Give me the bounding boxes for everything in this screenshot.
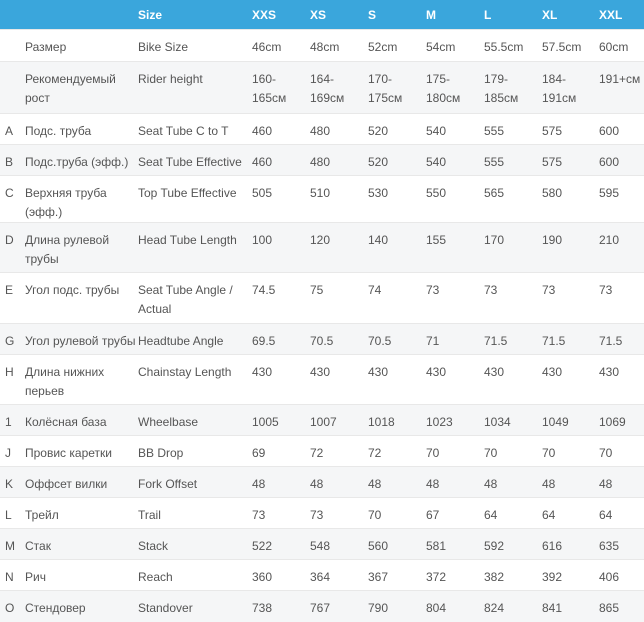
cell-l: 71.5 xyxy=(484,324,542,355)
cell-s: 520 xyxy=(368,114,426,145)
cell-xs: 48 xyxy=(310,467,368,498)
cell-l: 565 xyxy=(484,176,542,223)
cell-xxs: 74.5 xyxy=(252,273,310,324)
cell-s: 1018 xyxy=(368,405,426,436)
cell-xs: 1007 xyxy=(310,405,368,436)
row-label-ru: Верхняя труба (эфф.) xyxy=(25,176,138,223)
row-label-en: Top Tube Effective xyxy=(138,176,252,223)
cell-xl: 430 xyxy=(542,355,599,405)
cell-s: 790 xyxy=(368,591,426,622)
row-letter: J xyxy=(0,436,25,467)
cell-m: 430 xyxy=(426,355,484,405)
table-row xyxy=(0,273,644,324)
row-letter: A xyxy=(0,114,25,145)
row-letter: D xyxy=(0,223,25,273)
cell-l: 70 xyxy=(484,436,542,467)
cell-xl: 184-191см xyxy=(542,62,599,114)
cell-xxl: 191+см xyxy=(599,62,644,114)
cell-xl: 616 xyxy=(542,529,599,560)
cell-l: 430 xyxy=(484,355,542,405)
cell-xxs: 430 xyxy=(252,355,310,405)
cell-xxl: 600 xyxy=(599,145,644,176)
row-label-en: Bike Size xyxy=(138,30,252,62)
table-row xyxy=(0,498,644,529)
cell-xl: 575 xyxy=(542,114,599,145)
table-row xyxy=(0,436,644,467)
cell-xs: 364 xyxy=(310,560,368,591)
cell-xl: 71.5 xyxy=(542,324,599,355)
cell-s: 140 xyxy=(368,223,426,273)
row-label-en: Seat Tube C to T xyxy=(138,114,252,145)
cell-l: 382 xyxy=(484,560,542,591)
cell-s: 70 xyxy=(368,498,426,529)
cell-l: 555 xyxy=(484,114,542,145)
row-label-en: Headtube Angle xyxy=(138,324,252,355)
header-size: Size xyxy=(138,0,252,30)
cell-xl: 575 xyxy=(542,145,599,176)
cell-xl: 190 xyxy=(542,223,599,273)
cell-xxl: 406 xyxy=(599,560,644,591)
cell-xxs: 46cm xyxy=(252,30,310,62)
row-label-ru: Подс. труба xyxy=(25,114,138,145)
cell-xs: 430 xyxy=(310,355,368,405)
cell-xxl: 1069 xyxy=(599,405,644,436)
cell-xxs: 522 xyxy=(252,529,310,560)
cell-xl: 57.5cm xyxy=(542,30,599,62)
cell-xxs: 48 xyxy=(252,467,310,498)
row-label-en: BB Drop xyxy=(138,436,252,467)
cell-m: 54cm xyxy=(426,30,484,62)
cell-m: 804 xyxy=(426,591,484,622)
cell-xxl: 865 xyxy=(599,591,644,622)
cell-m: 73 xyxy=(426,273,484,324)
cell-l: 55.5cm xyxy=(484,30,542,62)
row-letter: 1 xyxy=(0,405,25,436)
row-letter: M xyxy=(0,529,25,560)
cell-l: 1034 xyxy=(484,405,542,436)
cell-xxs: 100 xyxy=(252,223,310,273)
cell-xs: 120 xyxy=(310,223,368,273)
cell-xl: 64 xyxy=(542,498,599,529)
header-size-m: M xyxy=(426,0,484,30)
cell-xl: 70 xyxy=(542,436,599,467)
cell-xs: 164-169см xyxy=(310,62,368,114)
cell-xxs: 505 xyxy=(252,176,310,223)
cell-s: 48 xyxy=(368,467,426,498)
cell-m: 71 xyxy=(426,324,484,355)
cell-xxl: 595 xyxy=(599,176,644,223)
cell-xs: 75 xyxy=(310,273,368,324)
cell-xxl: 48 xyxy=(599,467,644,498)
row-label-ru: Угол подс. трубы xyxy=(25,273,138,324)
cell-s: 560 xyxy=(368,529,426,560)
row-label-ru: Подс.труба (эфф.) xyxy=(25,145,138,176)
cell-xxl: 73 xyxy=(599,273,644,324)
cell-m: 48 xyxy=(426,467,484,498)
row-letter: H xyxy=(0,355,25,405)
row-letter: G xyxy=(0,324,25,355)
cell-l: 592 xyxy=(484,529,542,560)
cell-xxl: 210 xyxy=(599,223,644,273)
row-letter xyxy=(0,62,25,114)
row-label-en: Fork Offset xyxy=(138,467,252,498)
row-label-ru: Стендовер xyxy=(25,591,138,622)
table-row xyxy=(0,176,644,223)
cell-xl: 392 xyxy=(542,560,599,591)
cell-xs: 767 xyxy=(310,591,368,622)
row-label-ru: Стак xyxy=(25,529,138,560)
table-row xyxy=(0,529,644,560)
cell-l: 824 xyxy=(484,591,542,622)
table-header-row xyxy=(0,0,644,30)
cell-xxs: 460 xyxy=(252,145,310,176)
cell-xxs: 1005 xyxy=(252,405,310,436)
row-label-en: Stack xyxy=(138,529,252,560)
cell-xxl: 635 xyxy=(599,529,644,560)
cell-xs: 480 xyxy=(310,145,368,176)
cell-m: 550 xyxy=(426,176,484,223)
row-letter: N xyxy=(0,560,25,591)
cell-s: 70.5 xyxy=(368,324,426,355)
cell-xl: 580 xyxy=(542,176,599,223)
header-size-xl: XL xyxy=(542,0,599,30)
cell-m: 540 xyxy=(426,145,484,176)
cell-xxl: 70 xyxy=(599,436,644,467)
cell-m: 175-180см xyxy=(426,62,484,114)
cell-xxs: 69 xyxy=(252,436,310,467)
row-letter: L xyxy=(0,498,25,529)
cell-xxl: 71.5 xyxy=(599,324,644,355)
cell-xxs: 160-165см xyxy=(252,62,310,114)
table-row xyxy=(0,324,644,355)
table-row xyxy=(0,355,644,405)
row-label-en: Head Tube Length xyxy=(138,223,252,273)
cell-xxl: 600 xyxy=(599,114,644,145)
row-label-ru: Колёсная база xyxy=(25,405,138,436)
row-label-ru: Оффсет вилки xyxy=(25,467,138,498)
cell-xl: 1049 xyxy=(542,405,599,436)
cell-s: 74 xyxy=(368,273,426,324)
row-label-ru: Провис каретки xyxy=(25,436,138,467)
table-row xyxy=(0,405,644,436)
row-label-en: Chainstay Length xyxy=(138,355,252,405)
cell-xs: 48cm xyxy=(310,30,368,62)
row-label-ru: Рекомендуемый рост xyxy=(25,62,138,114)
row-letter: B xyxy=(0,145,25,176)
cell-xl: 841 xyxy=(542,591,599,622)
row-letter xyxy=(0,30,25,62)
cell-l: 170 xyxy=(484,223,542,273)
header-size-xs: XS xyxy=(310,0,368,30)
row-letter: O xyxy=(0,591,25,622)
cell-xs: 70.5 xyxy=(310,324,368,355)
cell-l: 555 xyxy=(484,145,542,176)
cell-s: 530 xyxy=(368,176,426,223)
cell-xl: 48 xyxy=(542,467,599,498)
header-size-xxs: XXS xyxy=(252,0,310,30)
cell-xxl: 64 xyxy=(599,498,644,529)
table-row xyxy=(0,223,644,273)
cell-m: 67 xyxy=(426,498,484,529)
row-label-ru: Рич xyxy=(25,560,138,591)
row-label-ru: Длина рулевой трубы xyxy=(25,223,138,273)
table-row xyxy=(0,114,644,145)
cell-s: 72 xyxy=(368,436,426,467)
cell-xxl: 60cm xyxy=(599,30,644,62)
table-row xyxy=(0,62,644,114)
row-label-ru: Длина нижних перьев xyxy=(25,355,138,405)
row-letter: E xyxy=(0,273,25,324)
row-label-en: Rider height xyxy=(138,62,252,114)
table-row xyxy=(0,591,644,622)
cell-xxs: 73 xyxy=(252,498,310,529)
row-label-ru: Трейл xyxy=(25,498,138,529)
table-row xyxy=(0,467,644,498)
cell-xxs: 738 xyxy=(252,591,310,622)
cell-l: 64 xyxy=(484,498,542,529)
cell-m: 155 xyxy=(426,223,484,273)
cell-xxs: 360 xyxy=(252,560,310,591)
header-size-l: L xyxy=(484,0,542,30)
row-label-en: Wheelbase xyxy=(138,405,252,436)
row-label-en: Standover xyxy=(138,591,252,622)
cell-xs: 548 xyxy=(310,529,368,560)
cell-xl: 73 xyxy=(542,273,599,324)
row-letter: C xyxy=(0,176,25,223)
cell-l: 48 xyxy=(484,467,542,498)
cell-xs: 510 xyxy=(310,176,368,223)
cell-s: 367 xyxy=(368,560,426,591)
cell-s: 430 xyxy=(368,355,426,405)
cell-l: 73 xyxy=(484,273,542,324)
table-row xyxy=(0,145,644,176)
cell-xs: 72 xyxy=(310,436,368,467)
row-label-en: Trail xyxy=(138,498,252,529)
cell-m: 540 xyxy=(426,114,484,145)
row-label-en: Seat Tube Angle / Actual xyxy=(138,273,252,324)
header-size-s: S xyxy=(368,0,426,30)
cell-s: 170-175см xyxy=(368,62,426,114)
cell-xxs: 69.5 xyxy=(252,324,310,355)
row-label-en: Seat Tube Effective xyxy=(138,145,252,176)
row-label-en: Reach xyxy=(138,560,252,591)
row-label-ru: Угол рулевой трубы xyxy=(25,324,138,355)
header-ru xyxy=(25,0,138,30)
row-letter: K xyxy=(0,467,25,498)
header-size-xxl: XXL xyxy=(599,0,644,30)
cell-m: 70 xyxy=(426,436,484,467)
header-letter xyxy=(0,0,25,30)
cell-xxs: 460 xyxy=(252,114,310,145)
table-body xyxy=(0,30,644,622)
cell-xs: 73 xyxy=(310,498,368,529)
table-row xyxy=(0,560,644,591)
cell-xs: 480 xyxy=(310,114,368,145)
cell-s: 520 xyxy=(368,145,426,176)
cell-l: 179-185см xyxy=(484,62,542,114)
row-label-ru: Размер xyxy=(25,30,138,62)
cell-m: 1023 xyxy=(426,405,484,436)
table-row xyxy=(0,30,644,62)
cell-s: 52cm xyxy=(368,30,426,62)
cell-xxl: 430 xyxy=(599,355,644,405)
cell-m: 372 xyxy=(426,560,484,591)
cell-m: 581 xyxy=(426,529,484,560)
